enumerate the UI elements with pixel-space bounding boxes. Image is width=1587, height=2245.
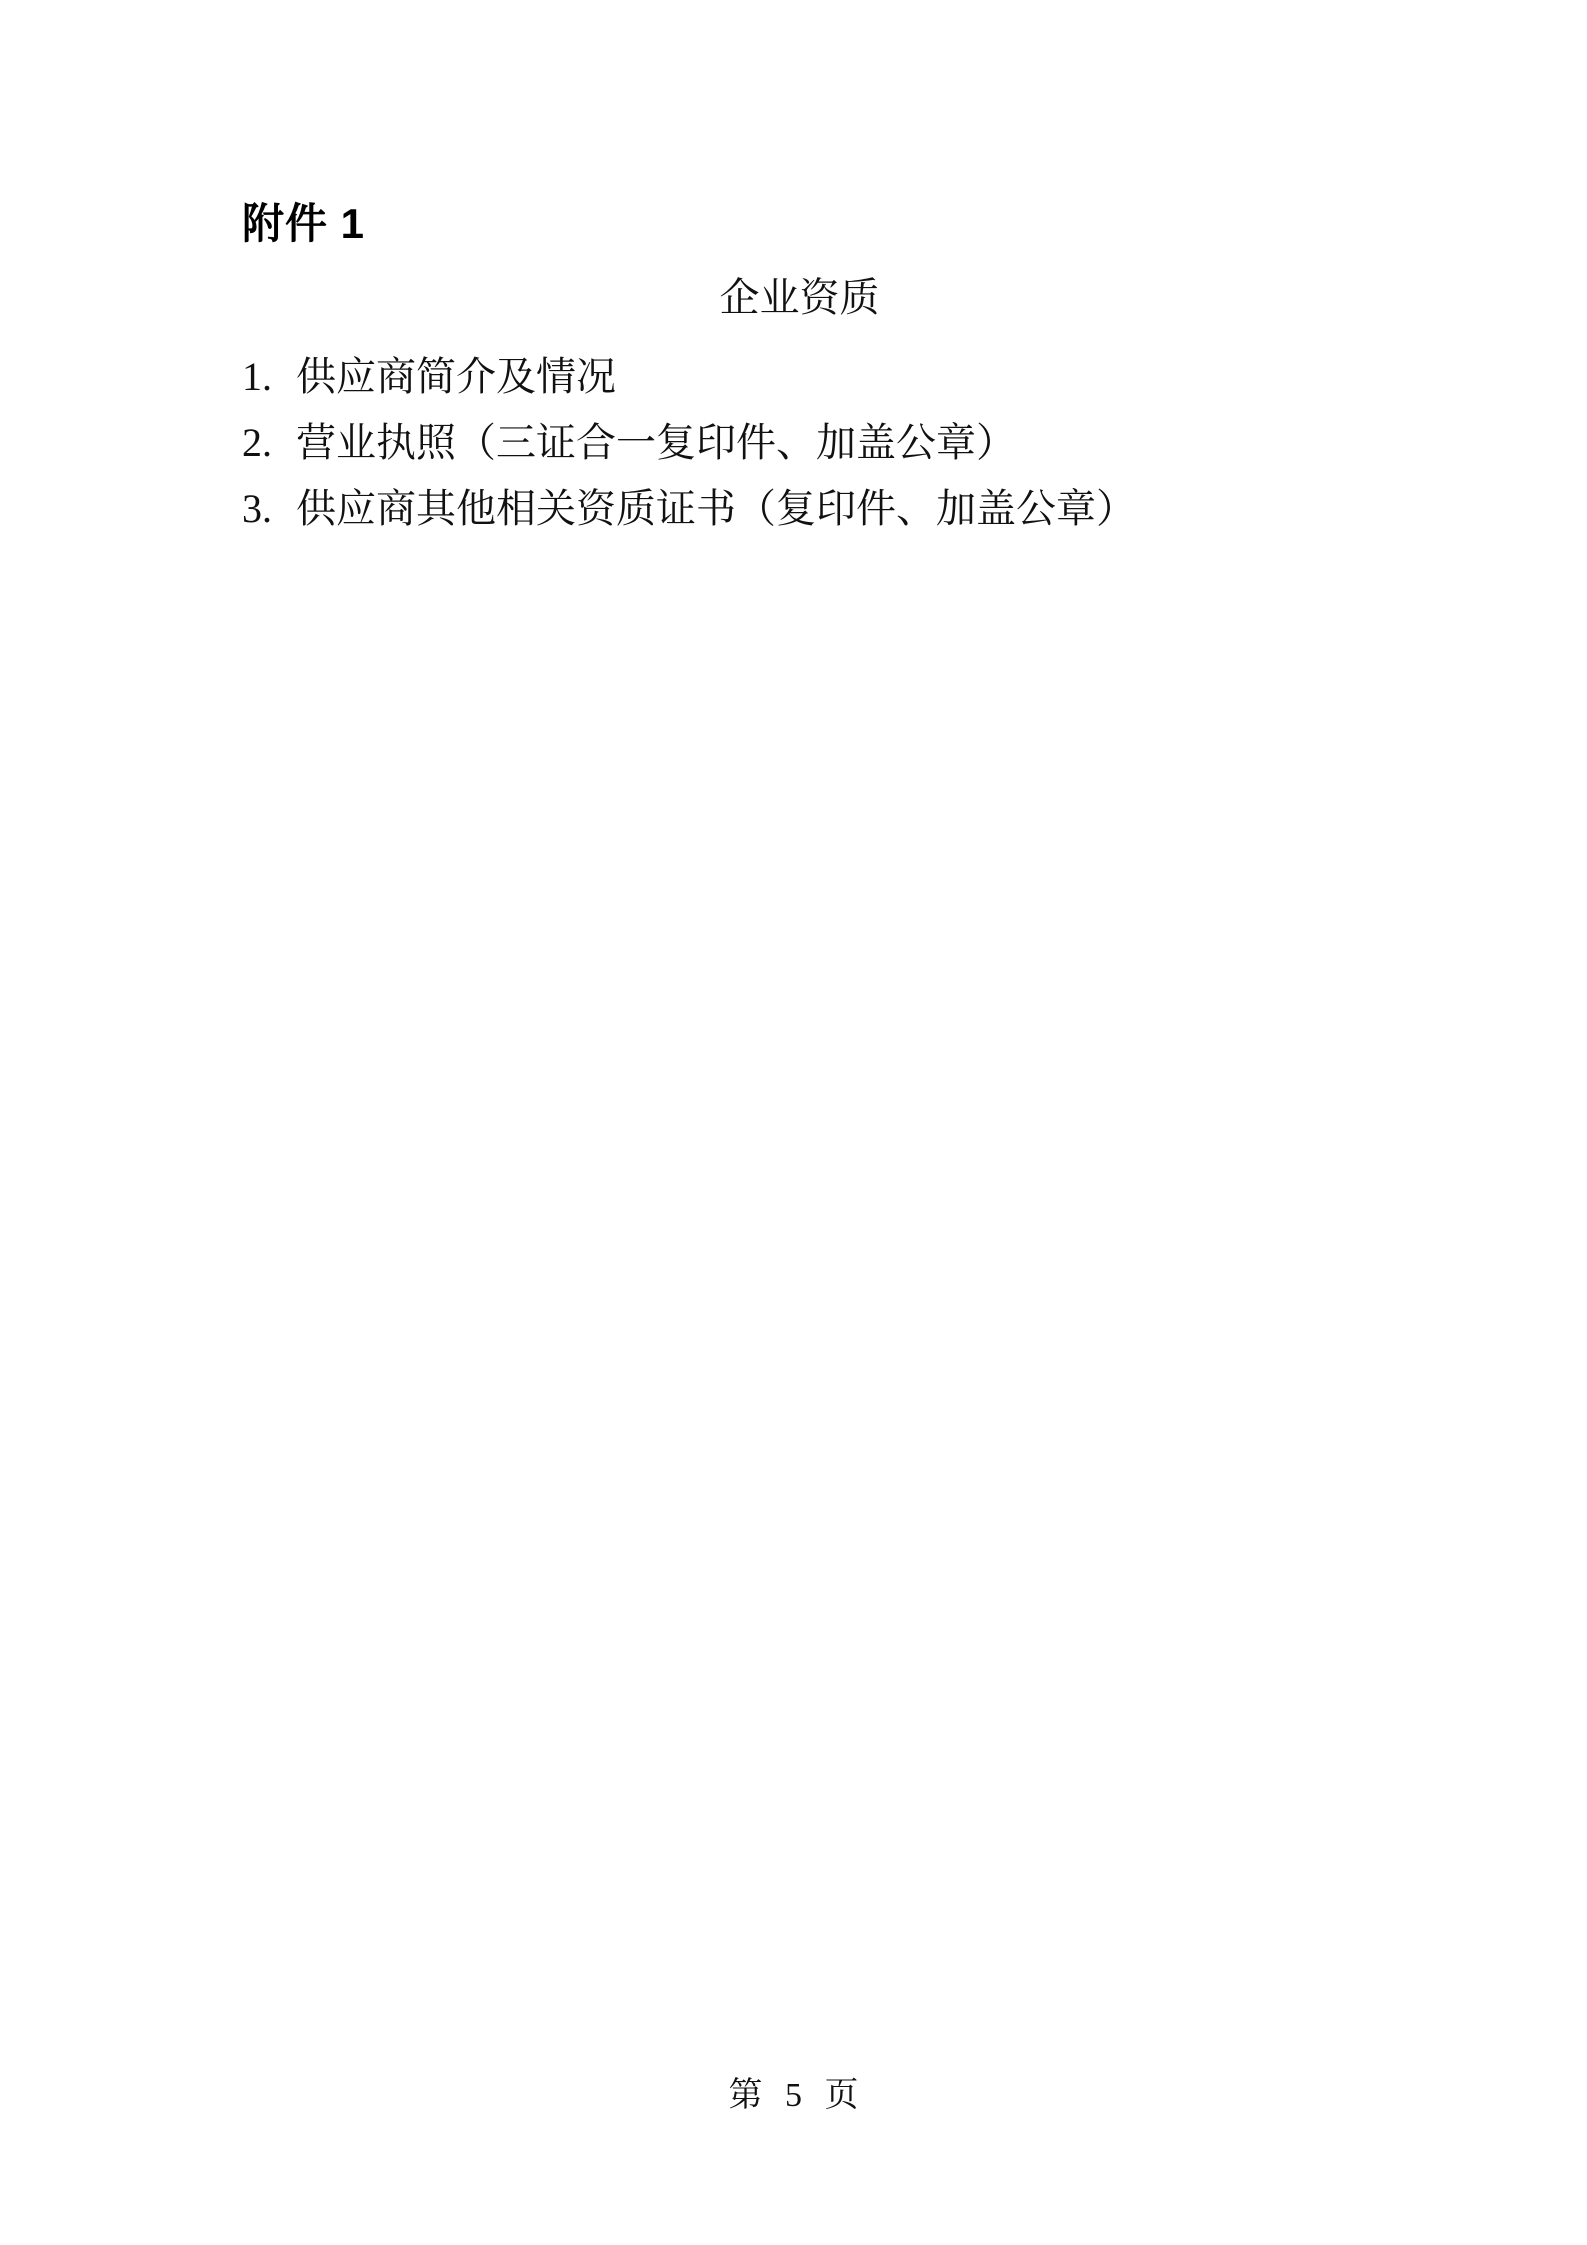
list-item-number: 1. <box>242 354 272 399</box>
qualification-list <box>242 344 1357 542</box>
attachment-heading: 附件 1 <box>242 200 366 247</box>
page-number: 第 5 页 <box>728 2077 859 2114</box>
page-content <box>0 0 1587 542</box>
list-item-number: 2. <box>242 420 272 465</box>
list-item-text: 供应商简介及情况 <box>296 354 616 399</box>
list-item <box>242 344 1357 410</box>
list-item-text: 营业执照（三证合一复印件、加盖公章） <box>296 420 1016 465</box>
list-item-text: 供应商其他相关资质证书（复印件、加盖公章） <box>296 486 1136 531</box>
page-title: 企业资质 <box>719 275 880 320</box>
list-item <box>242 410 1357 476</box>
list-item <box>242 476 1357 542</box>
list-item-number: 3. <box>242 486 272 531</box>
